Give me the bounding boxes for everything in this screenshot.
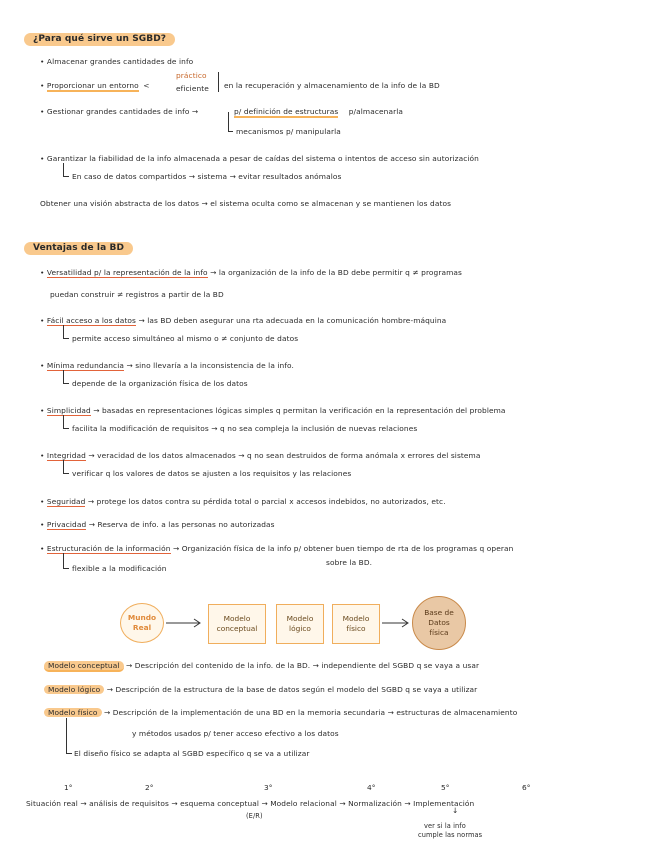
branch-line xyxy=(63,415,64,428)
process-norm-note: ver si la info xyxy=(424,822,466,830)
branch-line xyxy=(228,112,229,131)
modelo-logico-node: Modelo lógico xyxy=(276,604,324,644)
arrow-icon xyxy=(382,618,412,628)
text-integridad-sub: verificar q los valores de datos se ajusten a los requisitos y las relaciones xyxy=(72,469,352,478)
bullet-versatilidad: • Versatilidad p/ la representación de la info → la organización de la info de la BD debe permitir q ≠ programas xyxy=(40,268,462,277)
brace-line xyxy=(218,72,219,92)
text-minima-sub: depende de la organización física de los datos xyxy=(72,379,248,388)
section-title-ventajas: Ventajas de la BD xyxy=(24,242,133,255)
process-line: Situación real → análisis de requisitos → esquema conceptual → Modelo relacional → Normalización → Implementación xyxy=(26,799,475,808)
mundo-real-node: Mundo Real xyxy=(120,603,164,643)
bullet-facil-acceso: • Fácil acceso a los datos → las BD deben asegurar una rta adecuada en la comunicación hombre-máquina xyxy=(40,316,447,325)
bullet-privacidad: • Privacidad → Reserva de info. a las personas no autorizadas xyxy=(40,520,275,529)
arrow-icon xyxy=(166,618,204,628)
down-arrow: ↓ xyxy=(452,806,459,815)
branch-line xyxy=(63,370,64,383)
modelo-fisico-node: Modelo físico xyxy=(332,604,380,644)
bullet-almacenar: • Almacenar grandes cantidades de info xyxy=(40,57,194,66)
step-number: 2° xyxy=(145,783,154,792)
modelo-fisico-def: Modelo físico → Descripción de la implementación de una BD en la memoria secundaria → estructuras de almacenamiento xyxy=(44,708,517,717)
modelo-fisico-sub: El diseño físico se adapta al SGBD específico q se va a utilizar xyxy=(74,749,310,758)
section-title-sgbd: ¿Para qué sirve un SGBD? xyxy=(24,33,175,46)
branch-line-h xyxy=(63,568,69,569)
branch-line xyxy=(66,718,67,753)
modelo-conceptual-def: Modelo conceptual → Descripción del contenido de la info. de la BD. → independiente del SGBD q se vaya a usar xyxy=(44,661,479,670)
step-number: 4° xyxy=(367,783,376,792)
step-number: 5° xyxy=(441,783,450,792)
bullet-gestionar: • Gestionar grandes cantidades de info → xyxy=(40,107,199,116)
label-practico: práctico xyxy=(176,71,207,80)
branch-line-h xyxy=(63,428,69,429)
step-number: 3° xyxy=(264,783,273,792)
branch-line xyxy=(63,325,64,338)
text-estructuracion-sub: flexible a la modificación xyxy=(72,564,167,573)
branch-line-h xyxy=(228,131,233,132)
modelo-logico-def: Modelo lógico → Descripción de la estructura de la base de datos según el modelo del SGBD q se vaya a utilizar xyxy=(44,685,477,694)
text-recuperacion: en la recuperación y almacenamiento de la info de la BD xyxy=(224,81,440,90)
branch-line-h xyxy=(63,338,69,339)
bullet-proporcionar: • Proporcionar un entorno < xyxy=(40,81,150,90)
label-eficiente: eficiente xyxy=(176,84,209,93)
branch-line xyxy=(63,553,64,568)
bullet-integridad: • Integridad → veracidad de los datos almacenados → q no sean destruidos de forma anómala x errores del sistema xyxy=(40,451,481,460)
text-definicion: p/ definición de estructuras p/almacenarla xyxy=(234,107,404,116)
text-datos-compartidos: En caso de datos compartidos → sistema → evitar resultados anómalos xyxy=(72,172,342,181)
modelo-fisico-cont: y métodos usados p/ tener acceso efectivo a los datos xyxy=(132,729,339,738)
branch-line-h xyxy=(66,753,72,754)
branch-line-h xyxy=(63,473,69,474)
bullet-estructuracion: • Estructuración de la información → Organización física de la info p/ obtener buen tiempo de rta de los programas q operan xyxy=(40,544,514,553)
bullet-minima: • Mínima redundancia → sino llevaría a la inconsistencia de la info. xyxy=(40,361,294,370)
base-datos-fisica-node: Base de Datos física xyxy=(412,596,466,650)
branch-line xyxy=(63,460,64,473)
step-number: 6° xyxy=(522,783,531,792)
process-norm-note: cumple las normas xyxy=(418,831,483,839)
text-versatilidad-cont: puedan construir ≠ registros a partir de la BD xyxy=(50,290,224,299)
branch-line-h xyxy=(63,383,69,384)
bullet-seguridad: • Seguridad → protege los datos contra su pérdida total o parcial x accesos indebidos, no autorizados, etc. xyxy=(40,497,446,506)
process-er-note: (E/R) xyxy=(246,812,263,820)
text-mecanismos: mecanismos p/ manipularla xyxy=(236,127,341,136)
bullet-obtener: Obtener una visión abstracta de los datos → el sistema oculta como se almacenan y se mantienen los datos xyxy=(40,199,452,208)
branch-line-h xyxy=(63,176,69,177)
bullet-garantizar: • Garantizar la fiabilidad de la info almacenada a pesar de caídas del sistema o intentos de acceso sin autorización xyxy=(40,154,479,163)
modelo-conceptual-node: Modelo conceptual xyxy=(208,604,266,644)
text-estructuracion-cont: sobre la BD. xyxy=(326,558,373,567)
bullet-simplicidad: • Simplicidad → basadas en representaciones lógicas simples q permitan la verificación en la representación del problema xyxy=(40,406,506,415)
text-simplicidad-sub: facilita la modificación de requisitos → q no sea compleja la inclusión de nuevas relaciones xyxy=(72,424,418,433)
branch-line xyxy=(63,163,64,176)
text-facil-sub: permite acceso simultáneo al mismo o ≠ conjunto de datos xyxy=(72,334,299,343)
step-number: 1° xyxy=(64,783,73,792)
